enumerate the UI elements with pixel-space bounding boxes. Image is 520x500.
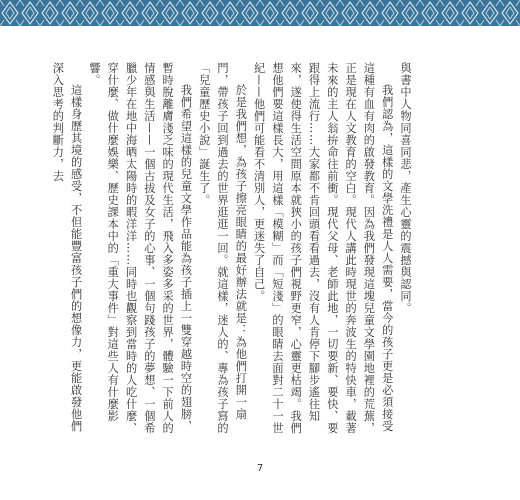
paragraph-open-the-door: 於是我們想，為孩子擦亮眼睛的最好辦法就是：為他們打開一扇門，帶孩子回到過去的世界逛逛一回。就這樣，迷人的、專為孩子寫的「兒童歷史小說」誕生了。 [197, 62, 248, 434]
paragraph-immersive-experience: 這樣身歷其境的感受，不但能豐富孩子們的想像力，更能啟發他們深入思考的判斷力，去 [51, 62, 83, 433]
vertical-text-body [48, 62, 414, 434]
paragraph-wings-through-time: 我們希望這樣的兒童文學作品能為孩子插上一雙穿越時空的翅膀，暫時脫離膚淺乏味的現代生活，飛入多姿多采的世界，體驗一下前人的情感與生活——一個古拔及女子的心事、一個句踐孩子的夢想、一個希臘少年在地中海晒太陽時的暇洋洋……同時也觀察到當時的人吃什麼、穿什麼、做什麼娛樂、歷史課本中的「重大事件」對這些人有什麼影響。 [87, 62, 193, 434]
header-pattern [0, 0, 520, 26]
paragraph-why-literature: 我們認為，這樣的文學洗禮是人人需要，當今的孩子更是必須接受這種有血有肉的啟發教育。因為我們發現這塊兒童文學園地裡的荒蕪，正是現在人文教育的空白。現代人講此時現世的奔波生的特快車，載著未來的主人翁拚命往前衝。現代父母、老師此地，一切要新、要快、要跟得上流行……大家都不肯回頭看看過去，沒有人肯停下腳步遙往知來，遂使得生活空間原本就狹小的孩子們視野更窄，心靈更枯竭。我們想他們要這樣長大，用這樣「模糊」而「短淺」的眼睛去面對二十一世紀——他們可能看不清別人，更迷失了自己。 [252, 62, 394, 434]
page-number: 7 [256, 463, 264, 474]
paragraph-continuation: 與書中人物同喜同悲，產生心靈的震撼與認同。 [399, 62, 412, 314]
